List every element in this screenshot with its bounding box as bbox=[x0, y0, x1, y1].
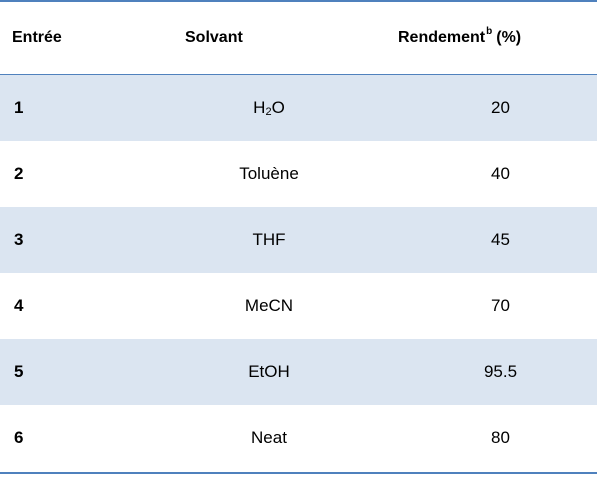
header-yield bbox=[398, 2, 597, 74]
row-entry: 1 bbox=[14, 98, 24, 117]
row-yield: 40 bbox=[491, 164, 510, 183]
table-row bbox=[0, 207, 597, 273]
solvent-formula-suffix: O bbox=[271, 98, 285, 117]
row-yield: 20 bbox=[491, 98, 510, 117]
row-entry: 5 bbox=[14, 362, 24, 381]
row-yield: 70 bbox=[491, 296, 510, 315]
solvent-formula-prefix: H bbox=[253, 98, 266, 117]
table-row bbox=[0, 141, 597, 207]
table-row bbox=[0, 339, 597, 405]
table-row bbox=[0, 273, 597, 339]
table-row bbox=[0, 75, 597, 141]
header-solvent: Solvant bbox=[185, 29, 243, 46]
row-yield: 80 bbox=[491, 428, 510, 447]
row-entry: 4 bbox=[14, 296, 24, 315]
row-solvent: Neat bbox=[251, 428, 287, 447]
row-entry: 3 bbox=[14, 230, 24, 249]
header-yield-label: Rendement bbox=[398, 29, 486, 46]
row-solvent: EtOH bbox=[248, 362, 290, 381]
table-header-row bbox=[0, 2, 597, 74]
header-entry: Entrée bbox=[12, 29, 62, 46]
row-entry: 6 bbox=[14, 428, 24, 447]
header-yield-unit: (%) bbox=[496, 29, 522, 46]
solvent-formula-subscript: 2 bbox=[265, 106, 272, 118]
table-row bbox=[0, 405, 597, 471]
header-yield-footnote: b bbox=[486, 25, 493, 37]
row-yield: 45 bbox=[491, 230, 510, 249]
row-solvent: MeCN bbox=[244, 296, 294, 315]
row-solvent: Toluène bbox=[239, 164, 299, 183]
row-yield: 95.5 bbox=[483, 362, 518, 381]
row-solvent bbox=[134, 75, 404, 141]
row-solvent: THF bbox=[252, 230, 286, 249]
row-entry: 2 bbox=[14, 164, 24, 183]
table-bottom-rule bbox=[0, 472, 597, 474]
